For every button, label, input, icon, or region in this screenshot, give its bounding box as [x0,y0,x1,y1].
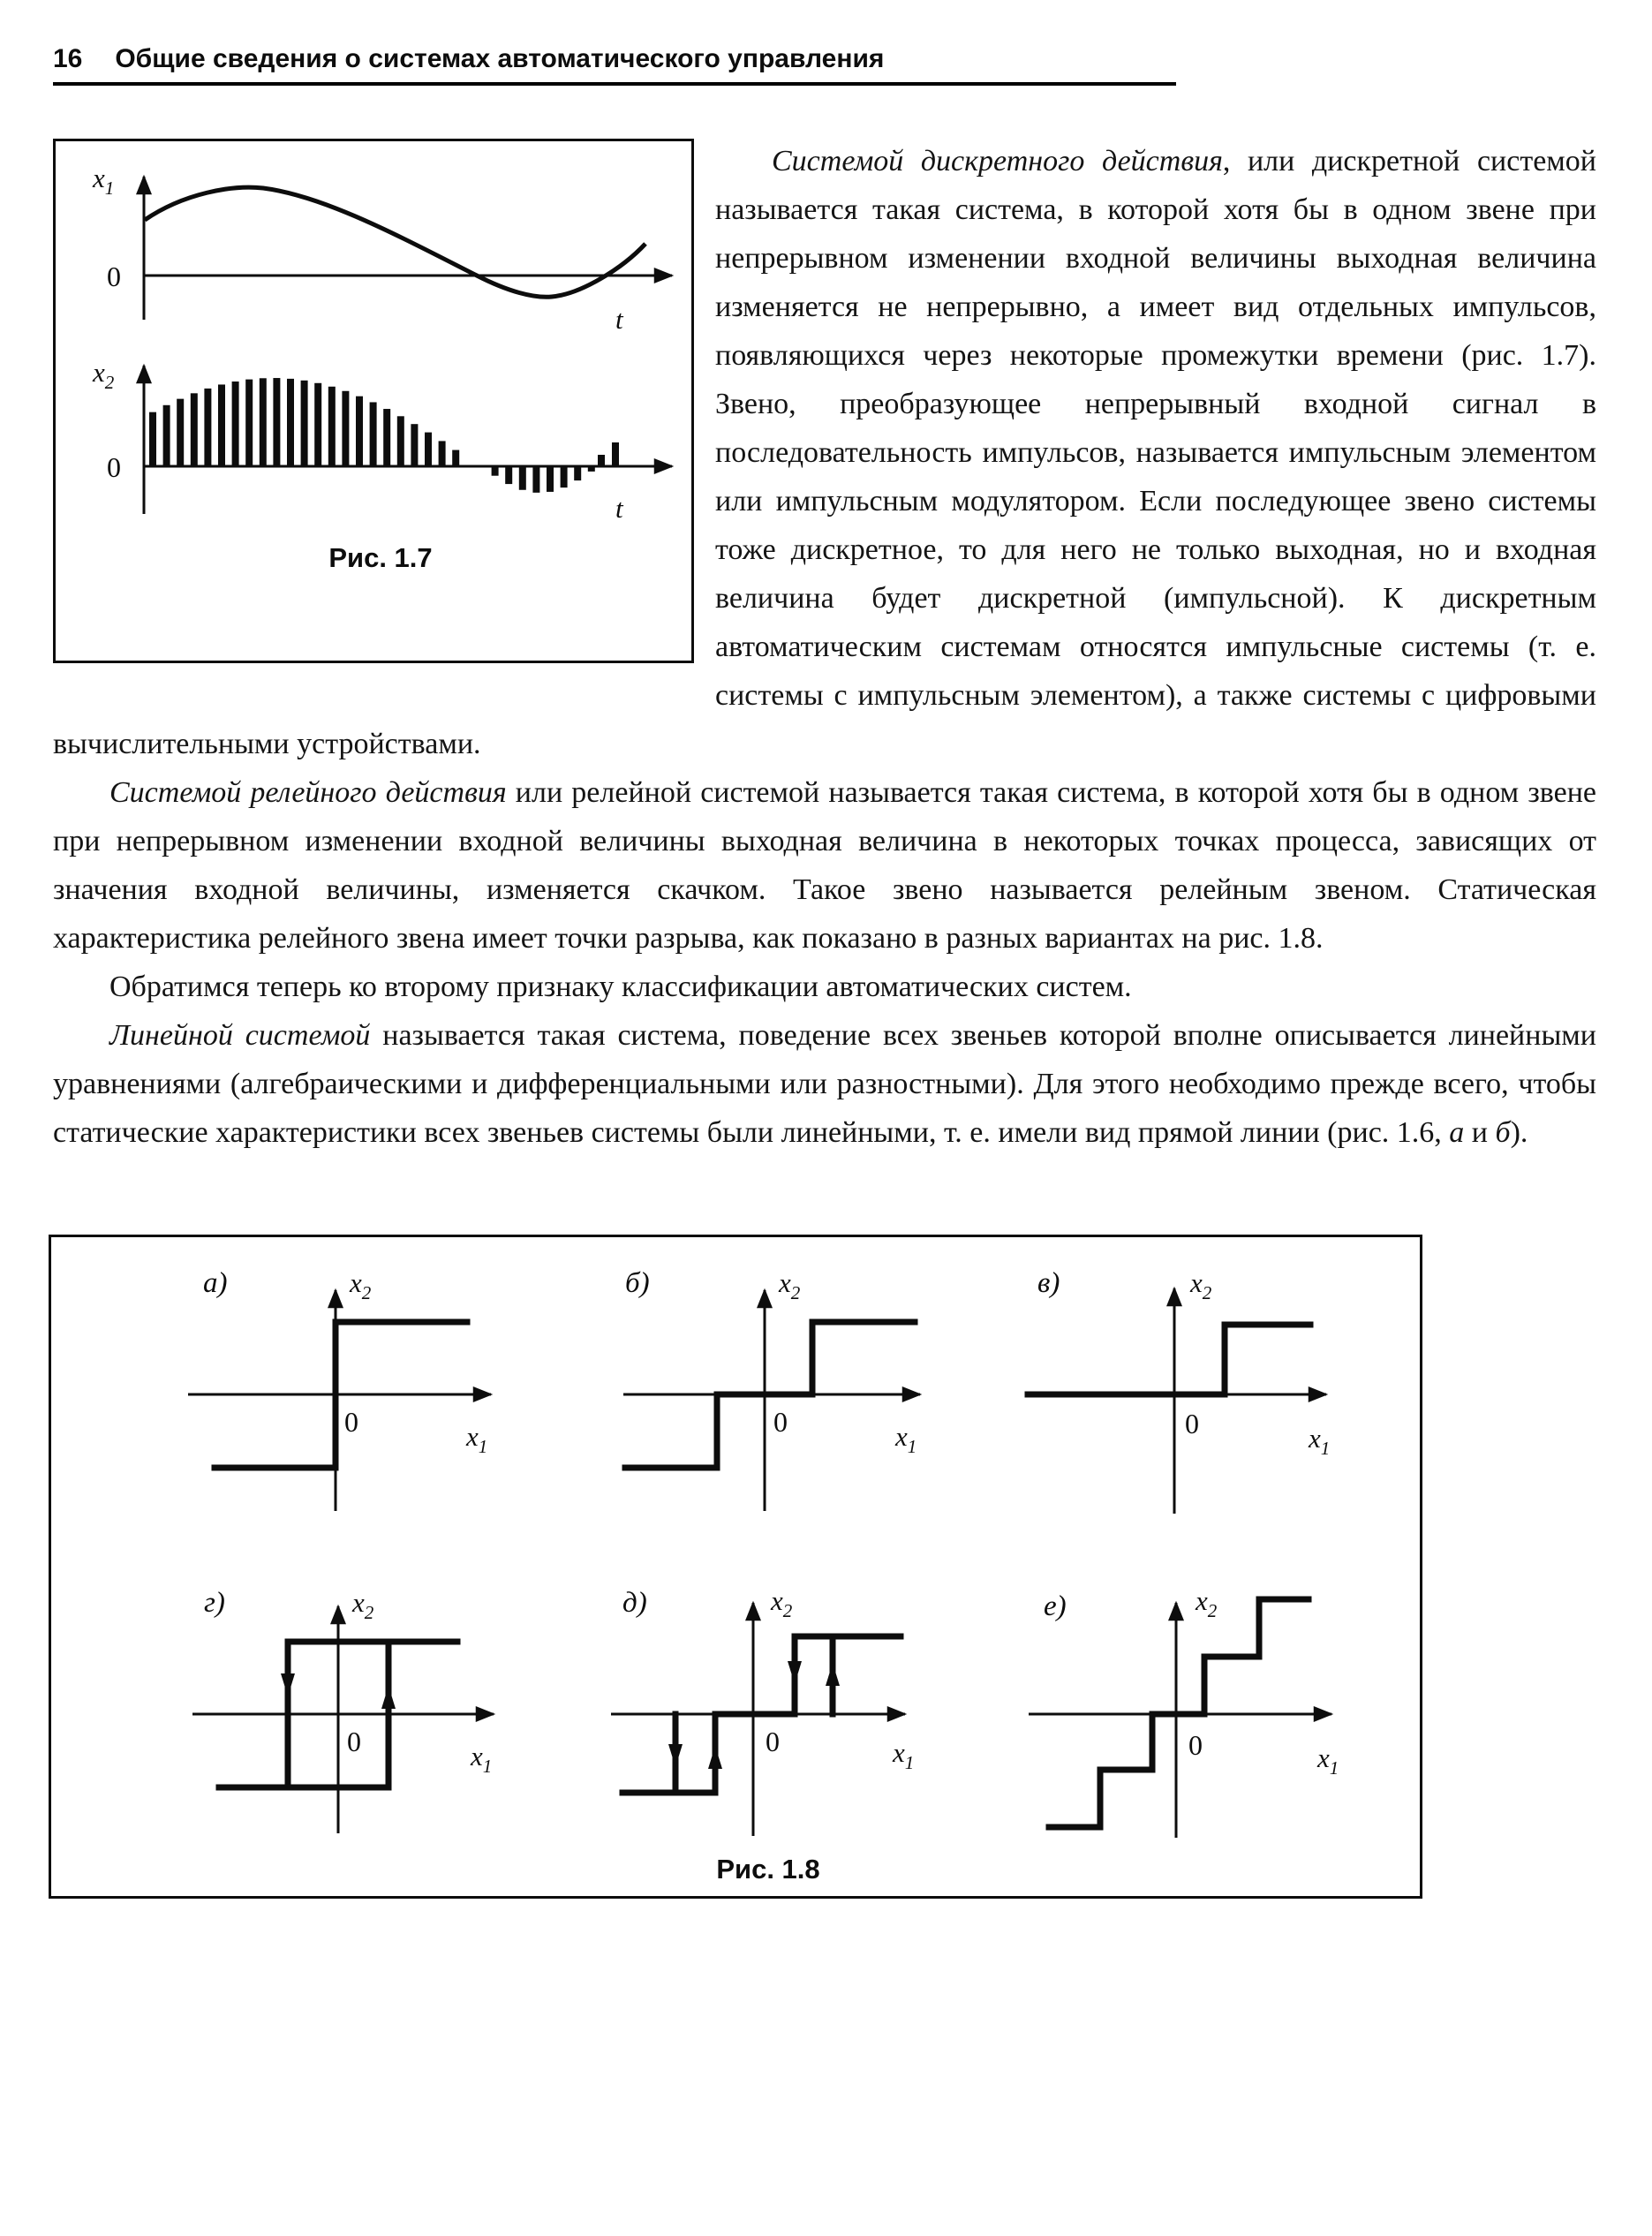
subplot-label-e: е) [1044,1590,1067,1622]
figure-1-8-caption: Рис. 1.8 [716,1854,820,1885]
relay-v-one-sided [1026,1267,1330,1514]
plot-x1-continuous [92,162,672,335]
term-relay-system: Системой релейного действия [109,776,507,809]
x2-label: $x_2$ [352,1587,374,1623]
x1-label: $x_1$ [895,1421,917,1457]
origin-label: 0 [107,451,121,483]
x1-label: $x_1$ [466,1421,488,1457]
arrow-down-icon [281,1673,295,1696]
origin-label: 0 [347,1726,361,1757]
x1-label: $x_1$ [1317,1742,1339,1779]
x2-label: $x_2$ [1190,1267,1212,1303]
relay-g-hysteresis [192,1587,494,1833]
paragraph-discrete-systems: Системой дискретного действия, или дискретной системой называется такая система, в которой хотя бы в одном звене при непрерывном изменении входной величины выходная величина изменяется не непрерывно, а имеет вид отдельных импульсов, появляющихся через некоторые промежутки времени (рис. 1.7). Звено, преобразующее непрерывный входной сигнал в последовательность импульсов, называется импульсным элементом или импульсным модулятором. Если последующее звено системы тоже дискретное, то для него не только выходная, но и входная величина будет дискретной (импульсной). К дискретным автоматическим системам относятся импульсные системы (т. е. системы с импульсным элементом), а также системы с цифровыми вычислительными устройствами. [53,145,1597,760]
arrow-up-icon [708,1746,722,1769]
subplot-label-g: г) [204,1587,225,1619]
x2-axis-label: $x_2$ [93,357,115,393]
origin-label: 0 [1188,1729,1203,1761]
running-title: Общие сведения о системах автоматического управления [115,44,885,73]
arrow-up-icon [826,1663,840,1686]
subplot-label-d: д) [622,1587,647,1619]
sine-curve [145,187,645,297]
x2-label: $x_2$ [779,1267,801,1303]
running-head [53,44,1176,86]
paragraph-second-criterion: Обратимся теперь ко второму признаку классификации автоматических систем. [109,971,1132,1003]
subplot-label-a: а) [203,1267,228,1299]
x2-label: $x_2$ [1196,1585,1218,1621]
relay-d-dead-zone-hysteresis [611,1585,914,1836]
arrow-down-icon [788,1661,802,1684]
page-number: 16 [53,44,83,73]
figure-1-7-plot [56,141,691,661]
origin-label: 0 [766,1726,780,1757]
x1-axis-label: $x_1$ [93,162,115,199]
arrow-up-icon [381,1686,396,1709]
term-linear-system: Линейной системой [109,1019,371,1052]
t-axis-label: t [615,304,623,335]
arrow-down-icon [668,1744,683,1767]
relay-b-dead-zone [623,1267,920,1511]
origin-label: 0 [107,261,121,292]
term-discrete-system: Системой дискретного действия [772,145,1223,178]
relay-e-staircase [1029,1585,1339,1838]
origin-label: 0 [344,1406,358,1438]
figure-1-8-plots [51,1237,1420,1896]
figure-1-7 [53,139,694,663]
relay-a-ideal [188,1267,491,1511]
subplot-label-v: в) [1037,1267,1060,1299]
subplot-label-b: б) [625,1267,650,1299]
x2-label: $x_2$ [771,1585,793,1621]
impulse-bars [149,378,619,493]
paragraph-linear-systems: Линейной системой называется такая система, поведение всех звеньев которой вполне описывается линейными уравнениями (алгебраическими и дифференциальными или разностными). Для этого необходимо прежде всего, чтобы статические характеристики всех звеньев системы были линейными, т. е. имели вид прямой линии (рис. 1.6, а и б). [53,1019,1597,1149]
x2-label: $x_2$ [350,1267,372,1303]
figure-1-7-caption: Рис. 1.7 [328,542,433,573]
paragraph-relay-systems: Системой релейного действия или релейной системой называется такая система, в которой хотя бы в одном звене при непрерывном изменении входной величины выходная величина в некоторых точках процесса, зависящих от значения входной величины, изменяется скачком. Такое звено называется релейным звеном. Статическая характеристика релейного звена имеет точки разрыва, как показано в разных вариантах на рис. 1.8. [53,776,1596,955]
origin-label: 0 [1185,1408,1199,1439]
characteristic [1028,1325,1310,1394]
origin-label: 0 [773,1406,788,1438]
t-axis-label: t [615,493,623,524]
figure-1-8 [49,1235,1422,1899]
x1-label: $x_1$ [1309,1423,1331,1459]
x1-label: $x_1$ [893,1737,915,1773]
x1-label: $x_1$ [471,1741,493,1777]
page-body [53,137,1596,1899]
